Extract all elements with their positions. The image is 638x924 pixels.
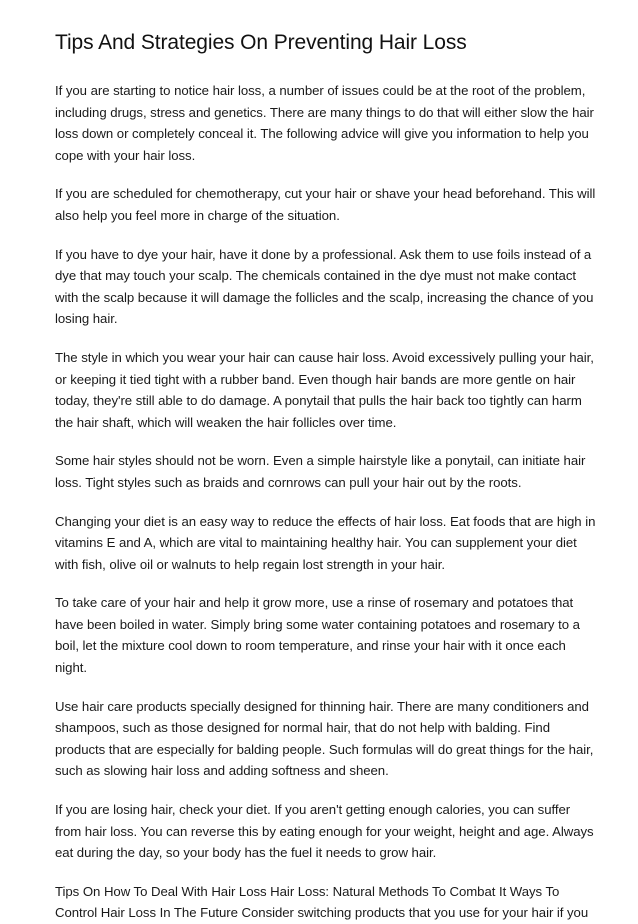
paragraph: To take care of your hair and help it grow more, use a rinse of rosemary and potatoes that have been boiled in water. Simply bring some water containing potatoes and rosemary to a boil, let the mixture cool down to room temperature, and rinse your hair with it once each night. [55,595,580,676]
paragraph: The style in which you wear your hair can cause hair loss. Avoid excessively pulling your hair, or keeping it tied tight with a rubber band. Even though hair bands are more gentle on hair today, they're still able to do damage. A ponytail that pulls the hair back too tightly can harm the hair shaft, which will weaken the hair follicles over time. [55,349,594,430]
paragraph: Changing your diet is an easy way to reduce the effects of hair loss. Eat foods that are high in vitamins E and A, which are vital to maintaining healthy hair. You can supplement your diet with fish, olive oil or walnuts to help regain lost strength in your hair. [55,513,596,572]
document-title: Tips And Strategies On Preventing Hair Loss [55,31,467,54]
paragraph: If you have to dye your hair, have it done by a professional. Ask them to use foils instead of a dye that may touch your scalp. The chemicals contained in the dye must not make contact with the scalp because it will damage the follicles and the scalp, increasing the chance of you losing hair. [55,246,594,327]
document-body [55,80,598,924]
paragraph: If you are starting to notice hair loss, a number of issues could be at the root of the problem, including drugs, stress and genetics. There are many things to do that will either slow the hair loss down or completely conceal it. The following advice will give you information to help you cope with your hair loss. [55,83,594,163]
paragraph: If you are losing hair, check your diet. If you aren't getting enough calories, you can suffer from hair loss. You can reverse this by eating enough for your weight, height and age. Always eat during the day, so your body has the fuel it needs to grow hair. [55,802,594,861]
paragraph: If you are scheduled for chemotherapy, cut your hair or shave your head beforehand. This will also help you feel more in charge of the situation. [55,186,596,223]
paragraph: Some hair styles should not be worn. Even a simple hairstyle like a ponytail, can initiate hair loss. Tight styles such as braids and cornrows can pull your hair out by the roots. [55,453,586,490]
paragraph: Tips On How To Deal With Hair Loss Hair Loss: Natural Methods To Combat It Ways To Control Hair Loss In The Future Consider switching products that you use for your hair if you [55,883,589,921]
paragraph: Use hair care products specially designed for thinning hair. There are many conditioners and shampoos, such as those designed for normal hair, that do not help with balding. Find products that are especially for balding people. Such formulas will do great things for the hair, such as slowing hair loss and adding softness and sheen. [55,698,594,779]
